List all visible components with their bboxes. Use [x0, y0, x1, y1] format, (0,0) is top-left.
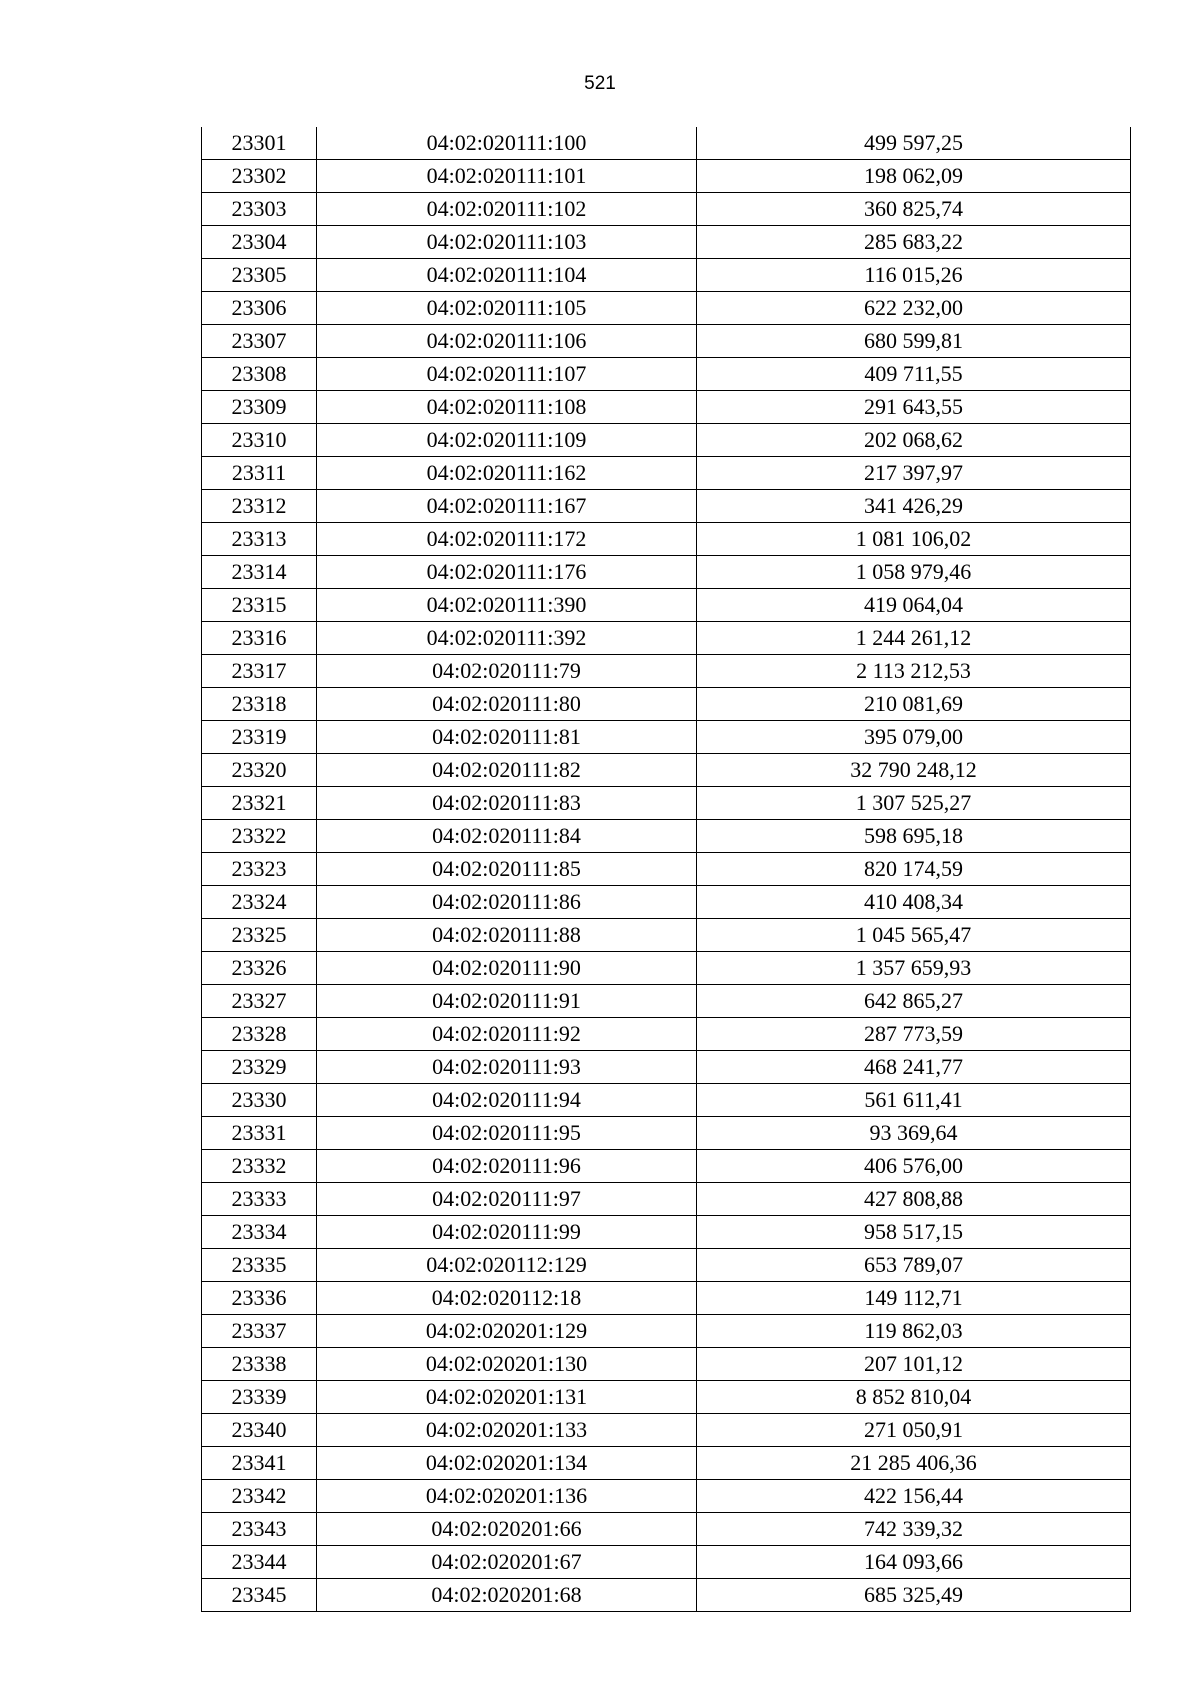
table-row	[202, 457, 1131, 490]
cadastral-value-cell: 198 062,09	[697, 160, 1131, 193]
cadastral-value-cell: 395 079,00	[697, 721, 1131, 754]
table-row	[202, 919, 1131, 952]
cadastral-value-cell: 210 081,69	[697, 688, 1131, 721]
row-number-cell: 23339	[202, 1381, 317, 1414]
cadastral-number-cell: 04:02:020111:107	[317, 358, 697, 391]
cadastral-value-cell: 207 101,12	[697, 1348, 1131, 1381]
cadastral-number-cell: 04:02:020111:103	[317, 226, 697, 259]
cadastral-number-cell: 04:02:020201:134	[317, 1447, 697, 1480]
row-number-cell: 23341	[202, 1447, 317, 1480]
row-number-cell: 23322	[202, 820, 317, 853]
row-number-cell: 23345	[202, 1579, 317, 1612]
row-number-cell: 23313	[202, 523, 317, 556]
cadastral-value-cell: 499 597,25	[697, 127, 1131, 160]
row-number-cell: 23331	[202, 1117, 317, 1150]
row-number-cell: 23342	[202, 1480, 317, 1513]
table-row	[202, 1150, 1131, 1183]
row-number-cell: 23308	[202, 358, 317, 391]
cadastral-value-cell: 642 865,27	[697, 985, 1131, 1018]
row-number-cell: 23310	[202, 424, 317, 457]
cadastral-value-cell: 287 773,59	[697, 1018, 1131, 1051]
cadastral-value-cell: 202 068,62	[697, 424, 1131, 457]
cadastral-value-cell: 93 369,64	[697, 1117, 1131, 1150]
row-number-cell: 23327	[202, 985, 317, 1018]
row-number-cell: 23309	[202, 391, 317, 424]
table-row	[202, 1348, 1131, 1381]
cadastral-number-cell: 04:02:020111:93	[317, 1051, 697, 1084]
cadastral-number-cell: 04:02:020111:84	[317, 820, 697, 853]
row-number-cell: 23314	[202, 556, 317, 589]
table-row	[202, 1579, 1131, 1612]
row-number-cell: 23318	[202, 688, 317, 721]
cadastral-value-cell: 8 852 810,04	[697, 1381, 1131, 1414]
table-row	[202, 1546, 1131, 1579]
table-row	[202, 424, 1131, 457]
cadastral-value-cell: 341 426,29	[697, 490, 1131, 523]
row-number-cell: 23312	[202, 490, 317, 523]
cadastral-number-cell: 04:02:020111:104	[317, 259, 697, 292]
cadastral-number-cell: 04:02:020201:68	[317, 1579, 697, 1612]
table-row	[202, 1315, 1131, 1348]
cadastral-value-table	[201, 127, 1131, 1612]
table-row	[202, 1084, 1131, 1117]
row-number-cell: 23321	[202, 787, 317, 820]
row-number-cell: 23324	[202, 886, 317, 919]
row-number-cell: 23333	[202, 1183, 317, 1216]
cadastral-value-cell: 598 695,18	[697, 820, 1131, 853]
cadastral-number-cell: 04:02:020111:94	[317, 1084, 697, 1117]
cadastral-number-cell: 04:02:020112:129	[317, 1249, 697, 1282]
cadastral-value-cell: 1 244 261,12	[697, 622, 1131, 655]
cadastral-value-cell: 422 156,44	[697, 1480, 1131, 1513]
table-row	[202, 391, 1131, 424]
cadastral-number-cell: 04:02:020111:86	[317, 886, 697, 919]
cadastral-value-cell: 21 285 406,36	[697, 1447, 1131, 1480]
row-number-cell: 23344	[202, 1546, 317, 1579]
table-row	[202, 820, 1131, 853]
table-row	[202, 1381, 1131, 1414]
cadastral-value-cell: 468 241,77	[697, 1051, 1131, 1084]
table-row	[202, 985, 1131, 1018]
cadastral-number-cell: 04:02:020111:105	[317, 292, 697, 325]
row-number-cell: 23335	[202, 1249, 317, 1282]
table-row	[202, 259, 1131, 292]
cadastral-number-cell: 04:02:020111:97	[317, 1183, 697, 1216]
cadastral-number-cell: 04:02:020111:390	[317, 589, 697, 622]
table-row	[202, 1216, 1131, 1249]
cadastral-number-cell: 04:02:020111:85	[317, 853, 697, 886]
cadastral-number-cell: 04:02:020201:131	[317, 1381, 697, 1414]
cadastral-value-cell: 2 113 212,53	[697, 655, 1131, 688]
cadastral-number-cell: 04:02:020111:392	[317, 622, 697, 655]
cadastral-value-cell: 217 397,97	[697, 457, 1131, 490]
table-row	[202, 1513, 1131, 1546]
cadastral-value-cell: 406 576,00	[697, 1150, 1131, 1183]
table-row	[202, 1117, 1131, 1150]
table-row	[202, 688, 1131, 721]
cadastral-value-cell: 958 517,15	[697, 1216, 1131, 1249]
row-number-cell: 23319	[202, 721, 317, 754]
table-row	[202, 523, 1131, 556]
table-row	[202, 853, 1131, 886]
row-number-cell: 23343	[202, 1513, 317, 1546]
table-row	[202, 1183, 1131, 1216]
cadastral-number-cell: 04:02:020201:66	[317, 1513, 697, 1546]
cadastral-value-cell: 285 683,22	[697, 226, 1131, 259]
cadastral-number-cell: 04:02:020111:99	[317, 1216, 697, 1249]
table-row	[202, 589, 1131, 622]
cadastral-value-cell: 742 339,32	[697, 1513, 1131, 1546]
cadastral-number-cell: 04:02:020201:136	[317, 1480, 697, 1513]
table-row	[202, 1018, 1131, 1051]
row-number-cell: 23311	[202, 457, 317, 490]
cadastral-number-cell: 04:02:020201:67	[317, 1546, 697, 1579]
row-number-cell: 23325	[202, 919, 317, 952]
cadastral-value-cell: 680 599,81	[697, 325, 1131, 358]
table-row	[202, 292, 1131, 325]
row-number-cell: 23305	[202, 259, 317, 292]
row-number-cell: 23328	[202, 1018, 317, 1051]
table-row	[202, 787, 1131, 820]
table-row	[202, 358, 1131, 391]
cadastral-value-cell: 653 789,07	[697, 1249, 1131, 1282]
cadastral-number-cell: 04:02:020111:95	[317, 1117, 697, 1150]
row-number-cell: 23302	[202, 160, 317, 193]
row-number-cell: 23336	[202, 1282, 317, 1315]
cadastral-value-cell: 164 093,66	[697, 1546, 1131, 1579]
cadastral-number-cell: 04:02:020111:79	[317, 655, 697, 688]
cadastral-number-cell: 04:02:020111:106	[317, 325, 697, 358]
table-row	[202, 490, 1131, 523]
cadastral-number-cell: 04:02:020201:130	[317, 1348, 697, 1381]
row-number-cell: 23304	[202, 226, 317, 259]
row-number-cell: 23306	[202, 292, 317, 325]
cadastral-number-cell: 04:02:020111:90	[317, 952, 697, 985]
cadastral-value-cell: 685 325,49	[697, 1579, 1131, 1612]
cadastral-value-cell: 360 825,74	[697, 193, 1131, 226]
cadastral-value-cell: 419 064,04	[697, 589, 1131, 622]
cadastral-number-cell: 04:02:020111:91	[317, 985, 697, 1018]
row-number-cell: 23338	[202, 1348, 317, 1381]
cadastral-value-cell: 271 050,91	[697, 1414, 1131, 1447]
cadastral-number-cell: 04:02:020111:167	[317, 490, 697, 523]
table-row	[202, 754, 1131, 787]
cadastral-value-cell: 291 643,55	[697, 391, 1131, 424]
table-row	[202, 622, 1131, 655]
row-number-cell: 23316	[202, 622, 317, 655]
table-row	[202, 1051, 1131, 1084]
row-number-cell: 23334	[202, 1216, 317, 1249]
row-number-cell: 23315	[202, 589, 317, 622]
cadastral-number-cell: 04:02:020111:80	[317, 688, 697, 721]
cadastral-value-cell: 119 862,03	[697, 1315, 1131, 1348]
row-number-cell: 23323	[202, 853, 317, 886]
cadastral-number-cell: 04:02:020111:176	[317, 556, 697, 589]
row-number-cell: 23326	[202, 952, 317, 985]
table-row	[202, 556, 1131, 589]
table-row	[202, 1480, 1131, 1513]
cadastral-number-cell: 04:02:020111:88	[317, 919, 697, 952]
cadastral-number-cell: 04:02:020201:133	[317, 1414, 697, 1447]
table-row	[202, 325, 1131, 358]
cadastral-number-cell: 04:02:020111:81	[317, 721, 697, 754]
table-row	[202, 160, 1131, 193]
cadastral-value-cell: 1 307 525,27	[697, 787, 1131, 820]
cadastral-number-cell: 04:02:020112:18	[317, 1282, 697, 1315]
cadastral-value-cell: 1 058 979,46	[697, 556, 1131, 589]
cadastral-value-cell: 622 232,00	[697, 292, 1131, 325]
table-row	[202, 226, 1131, 259]
table-row	[202, 952, 1131, 985]
cadastral-number-cell: 04:02:020111:96	[317, 1150, 697, 1183]
table-row	[202, 721, 1131, 754]
table-row	[202, 886, 1131, 919]
row-number-cell: 23303	[202, 193, 317, 226]
row-number-cell: 23332	[202, 1150, 317, 1183]
table-row	[202, 655, 1131, 688]
table-body	[202, 127, 1131, 1612]
row-number-cell: 23330	[202, 1084, 317, 1117]
row-number-cell: 23320	[202, 754, 317, 787]
table-row	[202, 127, 1131, 160]
cadastral-value-cell: 1 045 565,47	[697, 919, 1131, 952]
cadastral-number-cell: 04:02:020111:102	[317, 193, 697, 226]
page-number: 521	[584, 73, 616, 94]
table-row	[202, 1447, 1131, 1480]
cadastral-number-cell: 04:02:020111:100	[317, 127, 697, 160]
table-row	[202, 1414, 1131, 1447]
cadastral-value-cell: 1 357 659,93	[697, 952, 1131, 985]
cadastral-value-cell: 149 112,71	[697, 1282, 1131, 1315]
cadastral-value-cell: 409 711,55	[697, 358, 1131, 391]
cadastral-number-cell: 04:02:020111:92	[317, 1018, 697, 1051]
cadastral-number-cell: 04:02:020111:83	[317, 787, 697, 820]
cadastral-value-cell: 116 015,26	[697, 259, 1131, 292]
cadastral-value-cell: 561 611,41	[697, 1084, 1131, 1117]
row-number-cell: 23301	[202, 127, 317, 160]
cadastral-number-cell: 04:02:020111:101	[317, 160, 697, 193]
cadastral-number-cell: 04:02:020201:129	[317, 1315, 697, 1348]
cadastral-number-cell: 04:02:020111:109	[317, 424, 697, 457]
table-row	[202, 1282, 1131, 1315]
cadastral-value-cell: 1 081 106,02	[697, 523, 1131, 556]
row-number-cell: 23337	[202, 1315, 317, 1348]
table-row	[202, 1249, 1131, 1282]
cadastral-number-cell: 04:02:020111:162	[317, 457, 697, 490]
cadastral-value-cell: 427 808,88	[697, 1183, 1131, 1216]
cadastral-value-cell: 410 408,34	[697, 886, 1131, 919]
table-row	[202, 193, 1131, 226]
row-number-cell: 23307	[202, 325, 317, 358]
row-number-cell: 23340	[202, 1414, 317, 1447]
cadastral-number-cell: 04:02:020111:108	[317, 391, 697, 424]
cadastral-number-cell: 04:02:020111:82	[317, 754, 697, 787]
cadastral-value-cell: 820 174,59	[697, 853, 1131, 886]
row-number-cell: 23329	[202, 1051, 317, 1084]
cadastral-value-cell: 32 790 248,12	[697, 754, 1131, 787]
cadastral-number-cell: 04:02:020111:172	[317, 523, 697, 556]
row-number-cell: 23317	[202, 655, 317, 688]
